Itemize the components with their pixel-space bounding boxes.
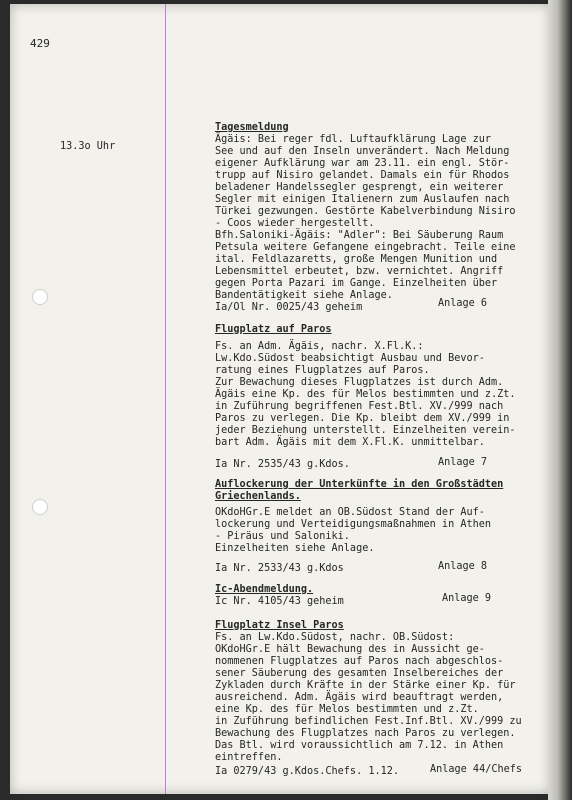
body-line: sener Säuberung des gesamten Inselbereiches der [215,668,504,679]
body-line: lockerung und Verteidigungsmaßnahmen in Athen [215,519,492,530]
body-line: Lw.Kdo.Südost beabsichtigt Ausbau und Bevor- [215,353,485,364]
body-line: beladener Handelssegler gesprengt, ein weiterer [215,182,504,193]
margin-line [165,4,166,794]
anlage-label: Anlage 9 [442,593,492,604]
body-line: OKdoHGr.E meldet an OB.Südost Stand der Auf- [215,507,485,518]
section-heading: Auflockerung der Unterkünfte in den Großstädten [215,479,504,490]
body-line: bart Adm. Ägäis mit dem X.Fl.K. unmittelbar. [215,437,485,448]
body-line: jeder Beziehung unterstellt. Einzelheiten verein- [215,425,516,436]
body-line: eine Kp. des für Melos bestimmten und z.Zt. [215,704,479,715]
reference-number: Ia 0279/43 g.Kdos.Chefs. 1.12. [215,766,400,777]
body-line: - Piräus und Saloniki. [215,531,350,542]
body-line: Bandentätigkeit siehe Anlage. [215,290,393,301]
time-label: 13.3o Uhr [60,141,116,152]
body-line: Ägäis: Bei reger fdl. Luftaufklärung Lage zur [215,134,492,145]
reference-number: Ia Nr. 2535/43 g.Kdos. [215,459,350,470]
body-line: Fs. an Adm. Ägäis, nachr. X.Fl.K.: [215,341,424,352]
body-line: Fs. an Lw.Kdo.Südost, nachr. OB.Südost: [215,632,455,643]
body-line: ital. Feldlazaretts, große Mengen Munition und [215,254,498,265]
body-line: Segler mit einigen Italienern zum Auslaufen nach [215,194,510,205]
body-line: Zykladen durch Kräfte in der Stärke einer Kp. für [215,680,516,691]
body-line: Türkei gezwungen. Gestörte Kabelverbindung Nisiro [215,206,516,217]
body-line: ratung eines Flugplatzes auf Paros. [215,365,430,376]
page-number: 429 [30,37,50,50]
body-line: Bewachung des Flugplatzes nach Paros zu verlegen. [215,728,516,739]
body-line: nommenen Flugplatzes auf Paros nach abgeschlos- [215,656,504,667]
section-heading: Tagesmeldung [215,122,289,133]
body-line: Bfh.Saloniki-Ägäis: "Adler": Bei Säuberung Raum [215,230,504,241]
body-line: in Zuführung begriffenen Fest.Btl. XV./999 nach [215,401,504,412]
body-line: Einzelheiten siehe Anlage. [215,543,375,554]
section-heading: Flugplatz Insel Paros [215,620,344,631]
anlage-label: Anlage 7 [438,457,488,468]
body-line: OKdoHGr.E hält Bewachung des in Aussicht ge- [215,644,485,655]
reference-number: Ia/Ol Nr. 0025/43 geheim [215,302,363,313]
body-line: eigener Aufklärung war am 23.11. ein engl. Stör- [215,158,510,169]
section-heading-continued: Griechenlands. [215,491,301,502]
body-line: See und auf den Inseln unverändert. Nach Meldung [215,146,510,157]
body-line: Lebensmittel erbeutet, bzw. vernichtet. Angriff [215,266,504,277]
page-right-edge [548,0,572,800]
document-page [10,4,550,794]
body-line: trupp auf Nisiro gelandet. Damals ein für Rhodos [215,170,510,181]
section-heading: Flugplatz auf Paros [215,324,332,335]
body-line: - Coos wieder hergestellt. [215,218,375,229]
anlage-label: Anlage 44/Chefs [430,764,523,775]
anlage-label: Anlage 8 [438,561,488,572]
section-heading: Ic-Abendmeldung. [215,584,314,595]
reference-number: Ic Nr. 4105/43 geheim [215,596,344,607]
anlage-label: Anlage 6 [438,298,488,309]
body-line: Das Btl. wird voraussichtlich am 7.12. in Athen [215,740,504,751]
punch-hole-bottom [32,499,48,515]
body-line: in Zuführung befindlichen Fest.Inf.Btl. XV./999 zu [215,716,522,727]
body-line: Zur Bewachung dieses Flugplatzes ist durch Adm. [215,377,504,388]
body-line: ausreichend. Adm. Ägäis wird beauftragt werden, [215,692,504,703]
reference-number: Ia Nr. 2533/43 g.Kdos [215,563,344,574]
body-line: Ägäis eine Kp. des für Melos bestimmten und z.Zt. [215,389,516,400]
body-line: Paros zu verlegen. Die Kp. bleibt dem XV./999 in [215,413,510,424]
body-line: Petsula weitere Gefangene eingebracht. Teile eine [215,242,516,253]
punch-hole-top [32,289,48,305]
body-line: eintreffen. [215,752,283,763]
body-line: gegen Porta Pazari im Gange. Einzelheiten über [215,278,498,289]
